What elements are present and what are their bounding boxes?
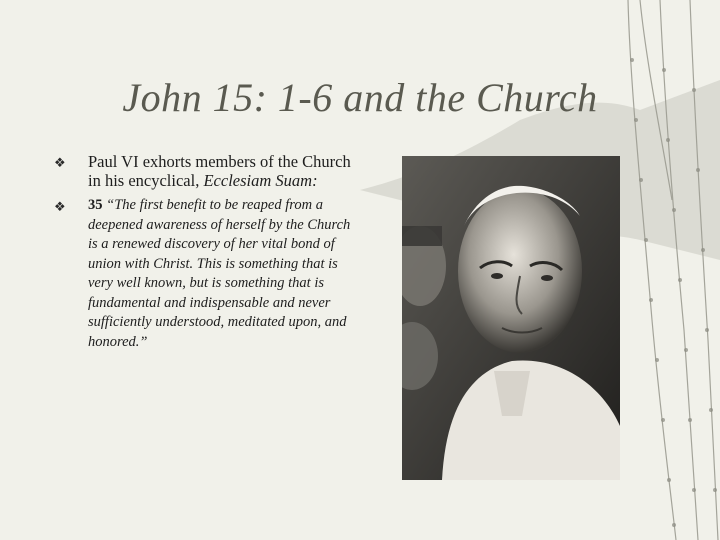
fleuron-icon: ❖ (54, 199, 66, 214)
fleuron-icon: ❖ (54, 155, 66, 170)
bullet-item-1 (54, 152, 354, 190)
bullet-list (54, 152, 354, 352)
bullet-1-emphasis: Ecclesiam Suam: (203, 171, 318, 190)
bullet-1-text: Paul VI exhorts members of the Church in his encyclical, (88, 152, 351, 190)
paragraph-number: 35 (88, 197, 103, 213)
slide-title: John 15: 1-6 and the Church (122, 75, 598, 120)
encyclical-quote: “The first benefit to be reaped from a deepened awareness of herself by the Church is a renewed discovery of her vital bond of union with Christ. This is something that is very well known, but is something that is fundamental and indispensable and never sufficiently understood, meditated upon, and honored.” (88, 197, 351, 350)
bullet-item-2 (54, 196, 354, 352)
bullet-text-1 (88, 152, 354, 190)
bullet-text-2 (88, 196, 354, 352)
portrait-photo (402, 156, 620, 480)
